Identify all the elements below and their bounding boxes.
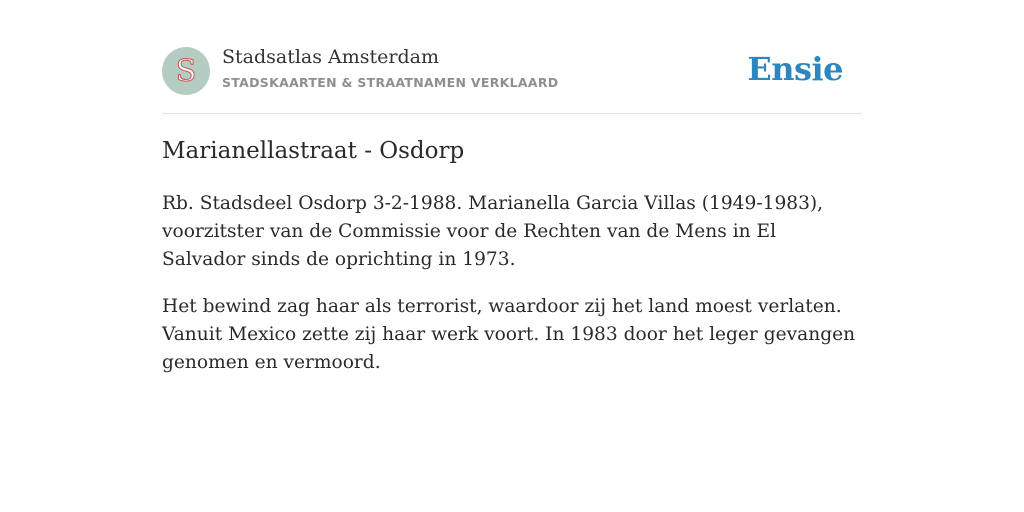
content-container xyxy=(162,0,862,373)
ensie-logo-link[interactable]: Ensie xyxy=(747,50,843,88)
entry-paragraph: Rb. Stadsdeel Osdorp 3-2-1988. Marianella Garcia Villas (1949-1983), voorzitster van de Commissie voor de Rechten van de Mens in El Salvador sinds de oprichting in 1973. xyxy=(162,193,824,270)
entry-paragraph: Het bewind zag haar als terrorist, waardoor zij het land moest verlaten. Vanuit Mexico zette zij haar werk voort. In 1983 door het leger gevangen genomen en vermoord. xyxy=(162,296,856,373)
site-subtitle: STADSKAARTEN & STRAATNAMEN VERKLAARD xyxy=(222,75,559,90)
site-title-link[interactable]: Stadsatlas Amsterdam xyxy=(222,46,440,68)
site-avatar[interactable] xyxy=(162,47,210,95)
header xyxy=(162,0,862,114)
entry-title: Marianellastraat - Osdorp xyxy=(162,138,465,164)
avatar-letter: S xyxy=(175,54,197,89)
entry-body xyxy=(162,190,862,396)
